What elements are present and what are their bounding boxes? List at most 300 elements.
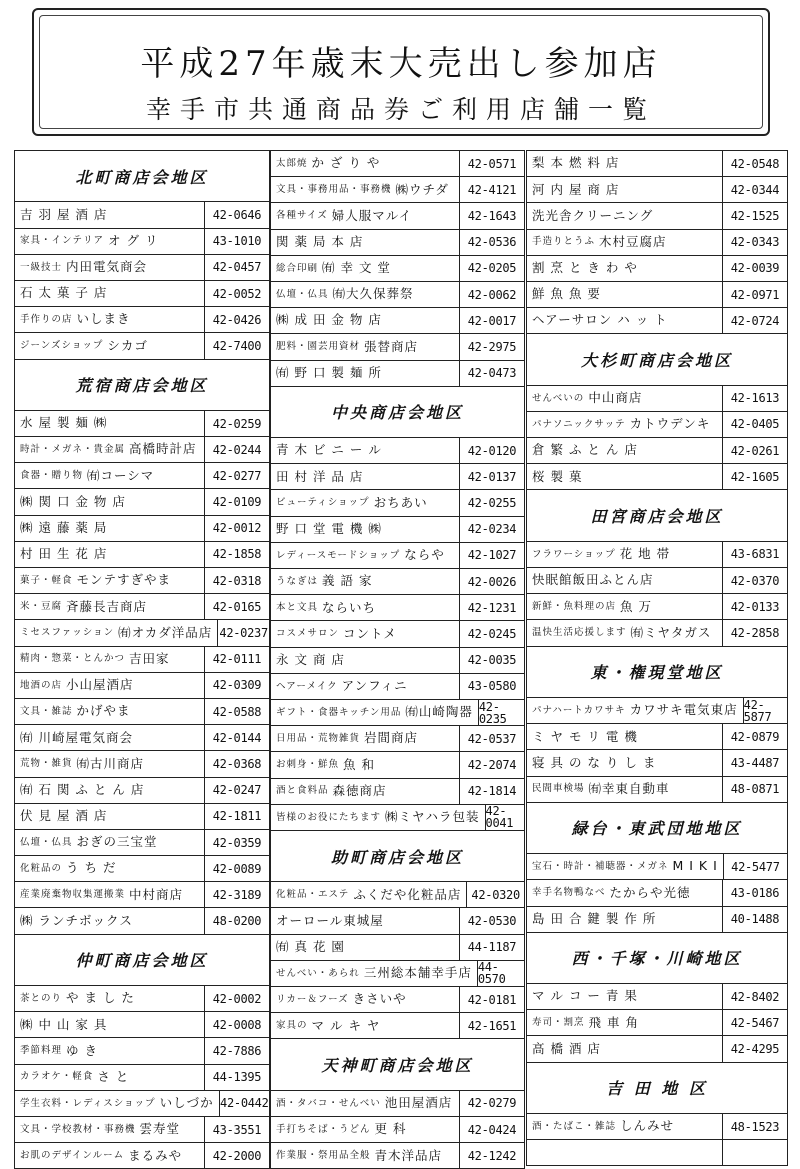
store-name-cell	[527, 754, 722, 770]
store-name: ㈲ 幸 文 堂	[322, 260, 391, 276]
store-name-cell	[15, 206, 204, 222]
store-row	[15, 985, 269, 1011]
store-name: ヘアーサロン ハ ッ ト	[532, 312, 668, 328]
store-name-cell	[271, 756, 459, 772]
store-phone: 42-0237	[217, 620, 269, 645]
store-phone: 42-0247	[204, 778, 269, 803]
store-category: お肌のデザインルーム	[20, 1150, 125, 1162]
store-name-cell	[527, 780, 722, 796]
store-category: 皆様のお役にたちます	[276, 811, 382, 823]
store-row	[271, 150, 524, 176]
store-name-cell	[15, 624, 217, 640]
store-row	[527, 411, 787, 437]
store-row	[271, 516, 524, 542]
store-phone: 42-0473	[459, 361, 524, 386]
store-name: 快眠館飯田ふとん店	[532, 572, 654, 588]
store-row	[271, 620, 524, 646]
store-phone: 42-0052	[204, 281, 269, 306]
store-phone: 42-0879	[722, 724, 787, 749]
store-category: 仏壇・仏具	[20, 836, 73, 848]
store-row	[15, 541, 269, 567]
store-name: ㈲コーシマ	[87, 467, 155, 483]
store-category: 日用品・荒物雑貨	[276, 732, 361, 744]
store-row	[15, 1011, 269, 1037]
store-name: 石 太 菓 子 店	[20, 285, 108, 301]
store-name-cell	[527, 910, 722, 926]
store-category: 荒物・雑貨	[20, 758, 73, 770]
store-name: いしづか	[159, 1095, 214, 1111]
store-name: 吉田家	[129, 650, 170, 666]
store-row	[15, 829, 269, 855]
store-name: ㈲ 真 花 園	[276, 939, 345, 954]
store-name: 池田屋酒店	[384, 1095, 453, 1111]
store-phone: 42-2858	[722, 620, 787, 645]
store-phone: 42-2074	[459, 752, 524, 777]
store-phone: 42-5467	[722, 1010, 787, 1035]
store-row	[527, 541, 787, 567]
store-row	[271, 699, 524, 725]
store-name: きさいや	[352, 991, 407, 1007]
store-name: 倉 繁 ふ と ん 店	[532, 442, 638, 458]
store-phone: 42-1605	[722, 464, 787, 489]
store-name-cell	[527, 574, 722, 587]
store-category: 文具・事務用品・事務機	[276, 184, 392, 196]
store-phone: 42-5877	[743, 698, 787, 723]
store-name: しんみせ	[620, 1118, 675, 1134]
store-phone: 42-0035	[459, 648, 524, 673]
store-name-cell	[15, 1016, 204, 1032]
store-category: 肥料・園芸用資材	[276, 341, 361, 353]
store-row	[271, 804, 524, 830]
store-phone: 42-0536	[459, 230, 524, 255]
store-name: オ グ リ	[108, 232, 159, 248]
store-name-cell	[271, 651, 459, 667]
store-row	[15, 855, 269, 881]
store-category: お刺身・鮮魚	[276, 759, 340, 771]
store-name-cell	[527, 1014, 722, 1030]
store-phone: 42-0111	[204, 647, 269, 672]
store-column-2	[270, 150, 525, 1169]
district-header: 中央商店会地区	[271, 386, 524, 437]
store-phone: 42-0244	[204, 437, 269, 462]
store-name: ㈱ウチダ	[395, 181, 449, 197]
store-phone: 42-1811	[204, 804, 269, 829]
store-category: 宝石・時計・補聴器・メガネ	[532, 860, 669, 872]
store-name: マ ル コ ー 青 果	[532, 988, 638, 1004]
store-phone: 42-0537	[459, 726, 524, 751]
store-row	[527, 281, 787, 307]
store-category: ミセスファッション	[20, 627, 115, 639]
store-name: う ち だ	[66, 860, 117, 876]
store-name-cell	[271, 993, 459, 1006]
store-name-cell	[15, 232, 204, 248]
store-name-cell	[271, 1017, 459, 1033]
store-row	[271, 281, 524, 307]
store-row	[271, 778, 524, 804]
district-header: 荒宿商店会地区	[15, 359, 269, 410]
store-row	[271, 673, 524, 699]
store-category: 学生衣料・レディスショップ	[20, 1097, 156, 1109]
store-name-cell	[527, 262, 722, 275]
store-phone: 43-4487	[722, 750, 787, 775]
store-category: 本と文具	[276, 602, 319, 614]
store-name-cell	[15, 705, 204, 718]
store-phone: 42-7400	[204, 333, 269, 358]
store-row	[527, 437, 787, 463]
store-name-cell	[527, 1040, 722, 1056]
store-phone: 42-0181	[459, 987, 524, 1012]
store-row	[15, 567, 269, 593]
store-name: 田 村 洋 品 店	[276, 468, 364, 484]
store-name-cell	[271, 262, 459, 275]
store-row	[271, 489, 524, 515]
store-category: パナソニックサッテ	[532, 418, 626, 430]
store-name: いしまき	[76, 311, 131, 327]
store-name-cell	[271, 520, 459, 536]
store-name: ゆ き	[66, 1042, 98, 1058]
store-name-cell	[15, 598, 204, 614]
store-phone: 42-0062	[459, 282, 524, 307]
store-phone: 44-1187	[459, 935, 524, 960]
store-phone: 42-0405	[722, 412, 787, 437]
store-row	[15, 907, 269, 933]
store-name: 雲寿堂	[139, 1121, 181, 1137]
store-phone: 42-2975	[459, 334, 524, 359]
store-name-cell	[15, 493, 204, 509]
store-name: 梨 本 燃 料 店	[532, 155, 620, 171]
store-phone: 44-0570	[477, 961, 524, 986]
store-name-cell	[15, 313, 204, 326]
store-phone: 42-0235	[478, 700, 524, 725]
store-name: ㈱ 中 山 家 具	[20, 1016, 108, 1032]
store-phone: 42-0012	[204, 516, 269, 541]
store-name: 伏 見 屋 酒 店	[20, 808, 108, 824]
store-name: M I K I	[672, 858, 718, 874]
store-category: うなぎは	[276, 575, 319, 587]
district-header: 東・権現堂地区	[527, 646, 787, 697]
store-phone: 42-0039	[722, 256, 787, 281]
store-name-cell	[271, 732, 459, 745]
store-row	[15, 462, 269, 488]
store-name: ㈲幸東自動車	[588, 780, 670, 796]
store-name: 義 語 家	[322, 573, 373, 589]
store-row	[15, 306, 269, 332]
store-name: 魚 和	[343, 756, 375, 772]
store-name: 三州総本舗幸手店	[363, 965, 472, 981]
store-category: 菓子・軽食	[20, 574, 73, 586]
store-name-cell	[271, 549, 459, 562]
district-header: 田宮商店会地区	[527, 489, 787, 540]
store-phone: 42-0309	[204, 673, 269, 698]
store-name-cell	[15, 261, 204, 274]
store-phone: 42-0359	[204, 830, 269, 855]
store-name: 婦人服マルイ	[331, 207, 413, 223]
store-name: 中山商店	[588, 390, 643, 406]
store-row	[271, 333, 524, 359]
store-name: 島 田 合 鍵 製 作 所	[532, 910, 657, 926]
store-name-cell	[527, 468, 722, 484]
store-name-cell	[15, 679, 204, 692]
store-name-cell	[15, 1068, 204, 1084]
store-row	[527, 723, 787, 749]
store-name-cell	[271, 941, 459, 954]
store-row	[15, 698, 269, 724]
store-category: 手作りの店	[20, 313, 73, 325]
store-row	[527, 776, 787, 802]
store-name-cell	[527, 990, 722, 1003]
store-name-cell	[15, 417, 204, 430]
store-name-cell	[271, 364, 459, 380]
store-name: 村 田 生 花 店	[20, 546, 108, 562]
store-name: ㈱ ランチボックス	[20, 912, 133, 928]
store-name: 岩間商店	[364, 730, 419, 746]
store-row	[15, 228, 269, 254]
store-category: ジーンズショップ	[20, 340, 104, 352]
store-name: ㈱ 関 口 金 物 店	[20, 493, 126, 509]
store-phone: 42-0571	[459, 151, 524, 176]
store-phone: 42-0120	[459, 438, 524, 463]
store-row	[527, 463, 787, 489]
store-category: 寿司・割烹	[532, 1017, 585, 1029]
store-phone: 42-0089	[204, 856, 269, 881]
store-row	[15, 332, 269, 358]
store-row	[527, 853, 787, 879]
store-name: おちあい	[373, 494, 428, 510]
store-name: 花 地 帯	[619, 546, 671, 562]
store-row	[271, 202, 524, 228]
store-name: ㈲ミヤタガス	[630, 624, 712, 640]
store-phone: 42-0277	[204, 463, 269, 488]
store-phone: 42-0646	[204, 202, 269, 227]
store-name-cell	[527, 444, 722, 457]
store-name-cell	[527, 624, 722, 640]
store-name: 更 科	[374, 1121, 407, 1137]
district-header: 天神町商店会地区	[271, 1038, 524, 1089]
store-category: 仏壇・仏具	[276, 288, 329, 300]
store-category: 手打ちそば・うどん	[276, 1123, 371, 1135]
store-category: 酒・たばこ・雑誌	[532, 1120, 617, 1132]
store-category: せんべいの	[532, 392, 585, 404]
store-column-1	[14, 150, 270, 1169]
store-row	[15, 488, 269, 514]
store-name: ミ ヤ モ リ 電 機	[532, 728, 638, 744]
district-header: 緑台・東武団地地区	[527, 802, 787, 853]
store-name-cell	[271, 1123, 459, 1136]
store-row	[15, 803, 269, 829]
store-row	[527, 749, 787, 775]
store-row	[271, 881, 524, 907]
store-name-cell	[527, 548, 722, 561]
store-row	[527, 983, 787, 1009]
store-category: 家具・インテリア	[20, 235, 105, 247]
store-name: カワサキ電気東店	[629, 702, 738, 718]
district-header: 北町商店会地区	[15, 150, 269, 201]
store-row	[271, 751, 524, 777]
store-name-cell	[15, 836, 204, 849]
store-name-cell	[527, 598, 722, 614]
store-phone: 42-1525	[722, 203, 787, 228]
store-name-cell	[15, 443, 204, 456]
title-frame	[32, 8, 770, 136]
store-name-cell	[527, 157, 722, 170]
store-category: 新鮮・魚料理の店	[532, 601, 617, 613]
store-name-cell	[15, 729, 204, 745]
store-name: かげやま	[76, 703, 131, 719]
store-phone: 42-0165	[204, 594, 269, 619]
store-category: フラワーショップ	[532, 548, 616, 560]
store-row	[271, 934, 524, 960]
store-name: 桜 製 菓	[532, 468, 583, 484]
store-name-cell	[15, 912, 204, 928]
store-name: 飛 車 角	[588, 1014, 639, 1030]
store-name: おぎの三宝堂	[76, 834, 158, 850]
store-name-cell	[527, 181, 722, 197]
store-phone: 42-0724	[722, 308, 787, 333]
store-name-cell	[271, 811, 485, 824]
district-header: 大杉町商店会地区	[527, 333, 787, 384]
store-row	[527, 176, 787, 202]
store-name-cell	[271, 782, 459, 798]
store-name: か ざ り や	[311, 155, 381, 171]
store-row	[527, 879, 787, 905]
district-header: 西・千塚・川崎地区	[527, 932, 787, 983]
store-category: せんべい・あられ	[276, 967, 360, 979]
store-name-cell	[271, 468, 459, 484]
store-row	[15, 1142, 269, 1168]
store-row	[15, 280, 269, 306]
store-phone: 42-0588	[204, 699, 269, 724]
store-phone: 42-0442	[219, 1091, 269, 1116]
store-name-cell	[271, 1147, 459, 1163]
store-name-cell	[271, 314, 459, 327]
store-name-cell	[527, 1120, 722, 1133]
store-name: ㈲古川商店	[76, 755, 145, 771]
store-name-cell	[15, 755, 204, 771]
store-phone: 42-2000	[204, 1143, 269, 1168]
store-phone: 42-0205	[459, 256, 524, 281]
store-row	[271, 1090, 524, 1116]
store-name-cell	[271, 157, 459, 170]
store-row	[15, 410, 269, 436]
store-category: コスメサロン	[276, 628, 340, 640]
store-phone: 42-0368	[204, 751, 269, 776]
store-category: 作業服・祭用品全般	[276, 1150, 371, 1162]
store-name: 水 屋 製 麺 ㈱	[20, 415, 108, 431]
store-phone: 42-0255	[459, 490, 524, 515]
store-name-cell	[15, 337, 204, 353]
store-phone: 48-1523	[722, 1114, 787, 1139]
store-name-cell	[271, 494, 459, 510]
store-category: 食器・贈り物	[20, 470, 84, 482]
store-row	[527, 229, 787, 255]
store-phone: 42-1242	[459, 1143, 524, 1168]
store-name: オーロール東城屋	[276, 912, 384, 928]
store-name-cell	[15, 862, 204, 875]
store-phone: 42-0279	[459, 1091, 524, 1116]
store-category: 米・豆腐	[20, 601, 63, 613]
store-name: まるみや	[128, 1147, 183, 1163]
store-name: モンテすぎやま	[76, 572, 172, 588]
store-category: 総合印刷	[276, 262, 319, 274]
store-name: 小山屋酒店	[66, 677, 134, 693]
store-row	[527, 1113, 787, 1139]
store-phone: 42-0343	[722, 230, 787, 255]
store-phone: 43-6831	[722, 542, 787, 567]
store-row	[527, 1035, 787, 1061]
store-name-cell	[271, 181, 459, 197]
store-name: ならや	[404, 547, 445, 563]
store-name-cell	[527, 728, 722, 744]
store-name: たからや光徳	[609, 884, 691, 900]
store-row	[271, 594, 524, 620]
store-phone: 42-7886	[204, 1038, 269, 1063]
store-row	[271, 960, 524, 986]
store-category: 地酒の店	[20, 679, 63, 691]
store-row	[15, 593, 269, 619]
store-name: 鮮 魚 魚 要	[532, 286, 601, 302]
store-name-cell	[271, 886, 466, 902]
store-row	[271, 1012, 524, 1038]
store-name-cell	[15, 574, 204, 587]
store-phone: 43-1010	[204, 229, 269, 254]
store-row	[527, 385, 787, 411]
store-name-cell	[527, 288, 722, 301]
store-row	[271, 437, 524, 463]
store-phone: 42-0008	[204, 1012, 269, 1037]
store-row	[271, 307, 524, 333]
store-name-cell	[15, 1097, 219, 1110]
store-name: 永 文 商 店	[276, 651, 345, 667]
store-phone: 42-4295	[722, 1036, 787, 1061]
store-row	[527, 619, 787, 645]
store-phone: 42-0971	[722, 282, 787, 307]
store-name-cell	[271, 207, 459, 223]
store-category: 産業廃棄物収集運搬業	[20, 889, 126, 901]
store-name-cell	[527, 704, 743, 717]
store-name: ㈱ 成 田 金 物 店	[276, 312, 382, 328]
store-name: 森徳商店	[332, 782, 387, 798]
store-phone: 42-0259	[204, 411, 269, 436]
store-phone: 42-1027	[459, 543, 524, 568]
store-name-cell	[271, 444, 459, 457]
store-name: 洗光舎クリーニング	[532, 207, 654, 223]
store-category: ビューティショップ	[276, 497, 370, 509]
store-category: 温快生活応援します	[532, 627, 627, 639]
store-row	[527, 307, 787, 333]
store-name: 吉 羽 屋 酒 店	[20, 206, 108, 222]
store-name-cell	[271, 599, 459, 615]
store-name-cell	[15, 287, 204, 300]
store-row	[527, 150, 787, 176]
store-name: ㈱ミヤハラ包装	[385, 809, 480, 825]
store-category: 時計・メガネ・貴金属	[20, 443, 126, 455]
store-name: 青 木 ビ ニ ー ル	[276, 442, 382, 458]
store-phone: 42-0137	[459, 464, 524, 489]
store-row	[15, 1090, 269, 1116]
store-row	[271, 647, 524, 673]
store-category: 手造りとうふ	[532, 236, 596, 248]
store-category: 文具・雑誌	[20, 705, 73, 717]
store-row	[271, 907, 524, 933]
store-name: 高 橋 酒 店	[532, 1040, 601, 1056]
store-name: コントメ	[343, 625, 397, 641]
store-name-cell	[271, 967, 477, 980]
store-name-cell	[15, 522, 204, 535]
store-row	[527, 255, 787, 281]
store-name: マ ル キ ヤ	[311, 1017, 381, 1033]
store-phone: 42-0002	[204, 986, 269, 1011]
store-phone: 43-0580	[459, 674, 524, 699]
